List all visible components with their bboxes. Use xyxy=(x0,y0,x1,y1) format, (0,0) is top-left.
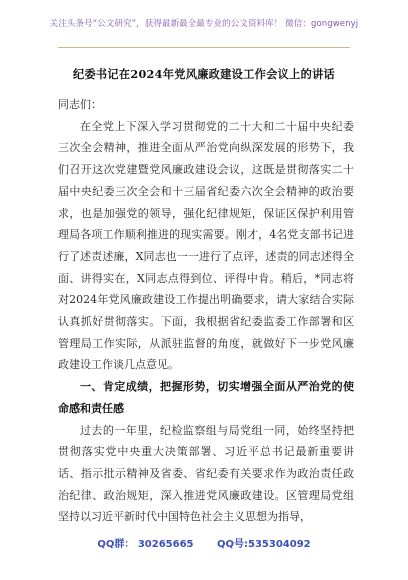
paragraph: 过去的一年里，纪检监察组与局党组一同，始终坚持把贯彻落实党中央重大决策部署、习近平总书记最新重要讲话、指示批示精神及省委、省纪委有关要求作为政治责任政治纪律、政治规矩，深入推进党风廉政建设。区管理局党组坚持以习近平新时代中国特色社会主义思想为指导， xyxy=(58,423,354,524)
section-heading: 一、肯定成绩，把握形势，切实增强全面从严治党的使命感和责任感 xyxy=(58,380,354,415)
qq-group: QQ群： 30265665 xyxy=(97,539,194,550)
paragraph: 在全党上下深入学习贯彻党的二十大和二十届中央纪委三次全会精神，推进全面从严治党向纵深发展的形势下，我们召开这次党建暨党风廉政建设会议，这既是贯彻落实二十届中央纪委三次全会和十三届省纪委六次全会精神的政治要求，也是加强党的领导，强化纪律规矩，保证区保护利用管理局各项工作顺利推进的现实需要。刚才，4名党支部书记进行了述责述廉，X同志也一一进行了点评，述责的同志述得全面、讲得实在，X同志点得到位、评得中肯。稍后，*同志将对2024年党风廉政建设工作提出明确要求，请大家结合实际认真抓好贯彻落实。下面，我根据省纪委监委工作部署和区管理局工作实际，从派驻监督的角度，就做好下一步党风廉政建设工作谈几点意见。 xyxy=(58,119,354,372)
document-body xyxy=(58,94,354,528)
document-title: 纪委书记在2024年党风廉政建设工作会议上的讲话 xyxy=(72,67,336,81)
salutation: 同志们： xyxy=(58,98,102,111)
qq-number: QQ号:535304092 xyxy=(217,539,311,550)
contact-footer xyxy=(0,535,408,550)
header-divider xyxy=(58,47,350,48)
promo-banner: 关注头条号“公文研究”，获得最新最全最专业的公文资料库！ 微信：gongwenyj xyxy=(49,19,359,29)
